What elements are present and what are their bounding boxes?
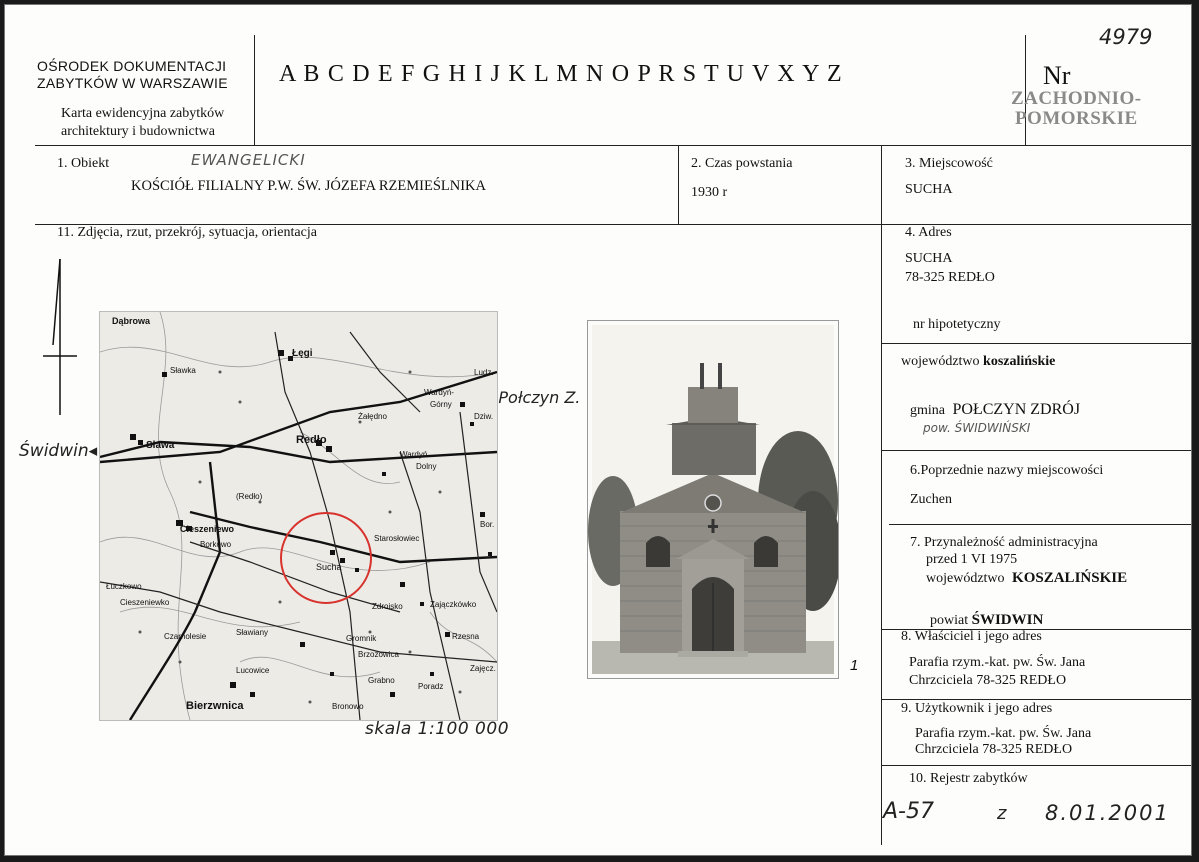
- stamp-line-2: POMORSKIE: [1014, 108, 1138, 129]
- province-name: koszalińskie: [983, 354, 1056, 369]
- header-divider-left: [254, 35, 255, 145]
- admin-province-row: [926, 570, 1127, 587]
- admin-province-name: KOSZALIŃSKIE: [1012, 570, 1128, 586]
- province-prefix: województwo: [901, 354, 980, 369]
- map-label-dabrowa: Dąbrowa: [112, 316, 151, 326]
- map-label-sucha: Sucha: [316, 562, 342, 572]
- map-label-zajecz: Zajęcz.: [470, 664, 496, 673]
- address-label: 4. Adres: [905, 225, 952, 240]
- east-direction-arrow: [485, 388, 580, 407]
- map-label-luczkowo: Łuczkowo: [106, 582, 142, 591]
- previous-names-bottom-rule: [889, 524, 1191, 525]
- map-label-zajaczkowko: Zajączkówko: [430, 600, 477, 609]
- previous-names-label: 6.Poprzednie nazwy miejscowości: [910, 463, 1104, 478]
- right-column-divider: [881, 145, 882, 845]
- admin-county-prefix: powiat: [930, 613, 969, 628]
- map-label-cieszeniewko: Cieszeniewko: [120, 598, 170, 607]
- nr-label: Nr: [1043, 61, 1071, 90]
- church-photo-drawing: [588, 321, 838, 678]
- admin-affiliation-label: 7. Przynależność administracyjna: [910, 535, 1098, 550]
- province-row: [901, 354, 1055, 370]
- stamp-line-1: ZACHODNIO-: [1011, 88, 1142, 109]
- address-hypothetical: nr hipotetyczny: [913, 317, 1001, 332]
- owner-line-2: Chrzciciela 78-325 REDŁO: [909, 673, 1067, 688]
- user-line-2: Chrzciciela 78-325 REDŁO: [915, 742, 1073, 757]
- map-label-poradz: Poradz: [418, 682, 444, 691]
- card-type-line-1: Karta ewidencyjna zabytków: [61, 106, 225, 121]
- user-bottom-rule: [881, 765, 1191, 766]
- map-labels: [100, 312, 497, 720]
- map-scale: skala 1:100 000: [365, 719, 510, 739]
- object-name: KOŚCIÓŁ FILIALNY P.W. ŚW. JÓZEFA RZEMIEŚLNIKA: [131, 178, 486, 194]
- map-label-legi: Łęgi: [292, 348, 313, 359]
- map-label-bor: Bor.: [480, 520, 495, 529]
- map-label-redlo-small: (Redło): [236, 492, 263, 501]
- header-bottom-rule: [35, 145, 1191, 146]
- handwritten-card-number: 4979: [1099, 25, 1153, 49]
- record-card: [4, 4, 1192, 856]
- institution-line-2: ZABYTKÓW W WARSZAWIE: [37, 75, 228, 91]
- handwritten-register-number: A-57: [883, 799, 934, 824]
- map-label-grabno: Grabno: [368, 676, 395, 685]
- admin-date-line: przed 1 VI 1975: [926, 552, 1018, 567]
- map-label-starostowice: Starosłowiec: [374, 534, 420, 543]
- map-label-ludzicko: Ludz.: [474, 368, 494, 377]
- arrow-left-icon: ◂: [88, 441, 98, 461]
- east-arrow-label: Połczyn Z.: [498, 388, 581, 407]
- handwritten-register-date: 8.01.2001: [1045, 801, 1170, 825]
- user-line-1: Parafia rzym.-kat. pw. Św. Jana: [915, 726, 1092, 741]
- map-label-slawiany: Sławiany: [236, 628, 269, 637]
- institution-name: [37, 58, 228, 92]
- map-label-wardyn-gorny-2: Górny: [430, 400, 452, 409]
- locality-label: 3. Miejscowość: [905, 156, 993, 171]
- date-value: 1930 r: [691, 185, 728, 200]
- west-direction-arrow: [19, 441, 97, 461]
- map-label-wardyn-gorny-1: Wardyń-: [424, 388, 454, 397]
- map-label-zdroisko: Zdroisko: [372, 602, 403, 611]
- map-label-rzesna: Rzesna: [452, 632, 480, 641]
- gmina-row: [910, 401, 1080, 419]
- handwritten-gmina-note: pow. ŚWIDWIŃSKI: [923, 421, 1031, 435]
- regional-stamp: [1011, 89, 1142, 129]
- map-label-slawka: Sławka: [170, 366, 196, 375]
- map-label-slawa: Sława: [146, 440, 175, 451]
- admin-province-prefix: województwo: [926, 571, 1005, 586]
- row1-divider-a: [678, 145, 679, 225]
- map-label-dzwono: Dziw.: [474, 412, 494, 421]
- gmina-name: POŁCZYN ZDRÓJ: [952, 401, 1081, 418]
- map-label-wardyn-dolny-1: Wardyń: [400, 450, 428, 459]
- address-line-2: 78-325 REDŁO: [905, 270, 995, 285]
- church-photograph: [587, 320, 839, 679]
- address-line-1: SUCHA: [905, 251, 953, 266]
- map-label-bronowo: Bronowo: [332, 702, 364, 711]
- owner-line-1: Parafia rzym.-kat. pw. Św. Jana: [909, 655, 1086, 670]
- date-label: 2. Czas powstania: [691, 156, 793, 171]
- user-label: 9. Użytkownik i jego adres: [901, 701, 1053, 716]
- photos-label: 11. Zdjęcia, rzut, przekrój, sytuacja, orientacja: [57, 225, 317, 240]
- owner-label: 8. Właściciel i jego adres: [901, 629, 1042, 644]
- north-arrow-icon: [39, 255, 81, 420]
- locality-value: SUCHA: [905, 182, 953, 197]
- gmina-prefix: gmina: [910, 403, 945, 418]
- address-bottom-rule: [881, 343, 1191, 344]
- map-label-zaledno: Żałędno: [358, 412, 387, 421]
- west-arrow-label: Świdwin: [19, 441, 89, 461]
- map-label-czarnolesie: Czarnolesie: [164, 632, 207, 641]
- previous-names-value: Zuchen: [910, 492, 952, 507]
- admin-county-row: [930, 612, 1043, 629]
- map-label-cieszeniewo: Cieszeniewo: [180, 524, 235, 534]
- location-map: [99, 311, 498, 721]
- map-label-redlo: Redło: [296, 434, 327, 446]
- admin-county-name: ŚWIDWIN: [971, 612, 1044, 628]
- card-type: [61, 105, 224, 141]
- map-label-wardyn-dolny-2: Dolny: [416, 462, 437, 471]
- map-label-borkowo: Borkowo: [200, 540, 232, 549]
- map-label-lucowice: Lucowice: [236, 666, 270, 675]
- register-label: 10. Rejestr zabytków: [909, 771, 1028, 786]
- card-type-line-2: architektury i budownictwa: [61, 124, 215, 139]
- handwritten-register-z: z: [997, 803, 1007, 824]
- gmina-bottom-rule: [881, 450, 1191, 451]
- map-label-bierzwnica: Bierzwnica: [186, 700, 244, 712]
- handwritten-object-note: EWANGELICKI: [191, 151, 306, 169]
- institution-line-1: OŚRODEK DOKUMENTACJI: [37, 58, 227, 74]
- photo-number: 1: [850, 657, 859, 674]
- map-label-gromnik: Gromnik: [346, 634, 377, 643]
- owner-bottom-rule: [881, 699, 1191, 700]
- object-label: 1. Obiekt: [57, 156, 110, 171]
- alphabet-index: A B C D E F G H I J K L M N O P R S T U V X Y Z: [279, 61, 843, 87]
- map-label-brzozowica: Brzozowica: [358, 650, 399, 659]
